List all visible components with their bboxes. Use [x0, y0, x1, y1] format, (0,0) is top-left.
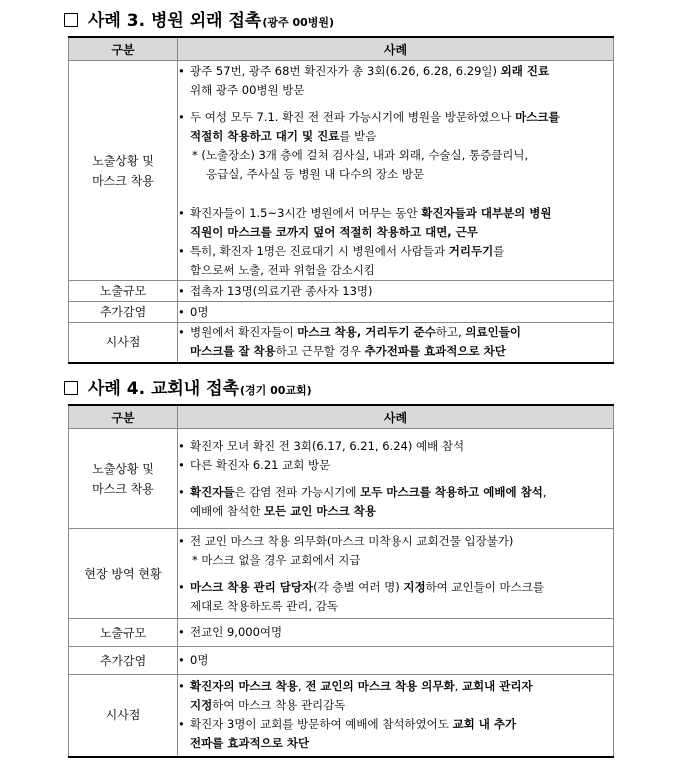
case4-exposure-body: • 확진자 모녀 확진 전 3회(6.17, 6.21, 6.24) 예배 참석 • 다른 확진자 6.21 교회 방문 • 확진자들은 감염 전파 가능시기에 모두 마스크를 착용하고 예배에 참석, 예배에 참석한 모든 교인 마스크 착용 — [178, 429, 614, 529]
bullet-icon: • — [178, 579, 185, 594]
checkbox-icon — [64, 13, 78, 27]
case4-scale-body: • 전교인 9,000여명 — [178, 619, 614, 647]
bullet-icon: • — [178, 243, 185, 258]
bullet-icon: • — [178, 205, 185, 220]
case3-extra-body: • 0명 — [178, 302, 614, 323]
bullet-icon: • — [178, 717, 185, 732]
bullet-item: • 광주 57번, 광주 68번 확진자가 총 3회(6.26, 6.28, 6.29일) 외래 진료 위해 광주 00병원 방문 — [178, 62, 613, 100]
bullet-icon: • — [178, 63, 185, 78]
exposure-label-line: 노출상황 및 — [92, 153, 154, 168]
case3-exposure-label — [69, 61, 178, 281]
case3-scale-label: 노출규모 — [69, 281, 178, 302]
bullet-item: • 특히, 확진자 1명은 진료대기 시 병원에서 사람들과 거리두기를 함으로써 노출, 전파 위험을 감소시킴 — [178, 242, 613, 280]
exposure-label-line: 노출상황 및 — [92, 461, 154, 476]
bullet-icon: • — [178, 109, 185, 124]
bullet-icon: • — [178, 325, 185, 340]
bullet-icon: • — [178, 457, 185, 472]
case4-title-text: 사례 4. 교회내 접촉 — [88, 379, 239, 399]
bullet-icon: • — [178, 484, 185, 499]
exposure-label-line: 마스크 착용 — [92, 481, 154, 496]
case3-table — [68, 36, 614, 364]
bullet-icon: • — [178, 533, 185, 548]
note-line: 응급실, 주사실 등 병원 내 다수의 장소 방문 — [206, 166, 425, 181]
case4-header-category: 구분 — [69, 405, 178, 429]
exposure-label-line: 마스크 착용 — [92, 173, 154, 188]
case3-subtitle: (광주 00병원) — [262, 16, 335, 29]
case3-implication-body: • 병원에서 확진자들이 마스크 착용, 거리두기 준수하고, 의료인들이 마스크를 잘 착용하고 근무할 경우 추가전파를 효과적으로 차단 — [178, 323, 614, 363]
case4-site-label: 현장 방역 현황 — [69, 529, 178, 619]
case4-extra-body: • 0명 — [178, 647, 614, 675]
bullet-icon: • — [178, 283, 185, 298]
case4-implication-body: • 확진자의 마스크 착용, 전 교인의 마스크 착용 의무화, 교회내 관리자 지정하여 마스크 착용 관리감독 • 확진자 3명이 교회를 방문하여 예배에 참석하였어도 교회 내 추가 전파를 효과적으로 차단 — [178, 675, 614, 757]
bullet-icon: • — [178, 653, 185, 667]
bullet-item: • 두 여성 모두 7.1. 확진 전 전파 가능시기에 병원을 방문하였으나 마스크를 적절히 착용하고 대기 및 진료를 받음 — [178, 108, 613, 146]
case4-header-case: 사례 — [178, 405, 614, 429]
bullet-icon: • — [178, 679, 185, 694]
note-line: * 마스크 없을 경우 교회에서 지급 — [192, 552, 361, 567]
case4-scale-label: 노출규모 — [69, 619, 178, 647]
case4-site-body: • 전 교인 마스크 착용 의무화(마스크 미착용시 교회건물 입장불가) * 마스크 없을 경우 교회에서 지급 • 마스크 착용 관리 담당자(각 층별 여러 명) 지정하여 교인들이 마스크를 제대로 착용하도록 관리, 감독 — [178, 529, 614, 619]
case3-scale-body: • 접촉자 13명(의료기관 종사자 13명) — [178, 281, 614, 302]
case3-implication-label: 시사점 — [69, 323, 178, 363]
case3-title-text: 사례 3. 병원 외래 접촉 — [88, 11, 262, 31]
case4-exposure-label — [69, 429, 178, 529]
bullet-item: • 확진자들이 1.5~3시간 병원에서 머무는 동안 확진자들과 대부분의 병원 직원이 마스크를 코까지 덮어 적절히 착용하고 대면, 근무 — [178, 204, 613, 242]
bullet-icon: • — [178, 625, 185, 639]
case4-subtitle: (경기 00교회) — [240, 384, 312, 397]
case3-header-case: 사례 — [178, 37, 614, 61]
case4-table — [68, 404, 614, 758]
case3-header-category: 구분 — [69, 37, 178, 61]
bullet-icon: • — [178, 438, 185, 453]
case3-extra-label: 추가감염 — [69, 302, 178, 323]
case4-title — [64, 374, 312, 399]
case3-title — [64, 6, 334, 31]
case4-implication-label: 시사점 — [69, 675, 178, 757]
case4-extra-label: 추가감염 — [69, 647, 178, 675]
bullet-icon: • — [178, 304, 185, 319]
checkbox-icon — [64, 381, 78, 395]
note-line: * (노출장소) 3개 층에 걸쳐 검사실, 내과 외래, 수술실, 통증클리닉, — [192, 147, 529, 162]
case3-exposure-body — [178, 61, 614, 281]
